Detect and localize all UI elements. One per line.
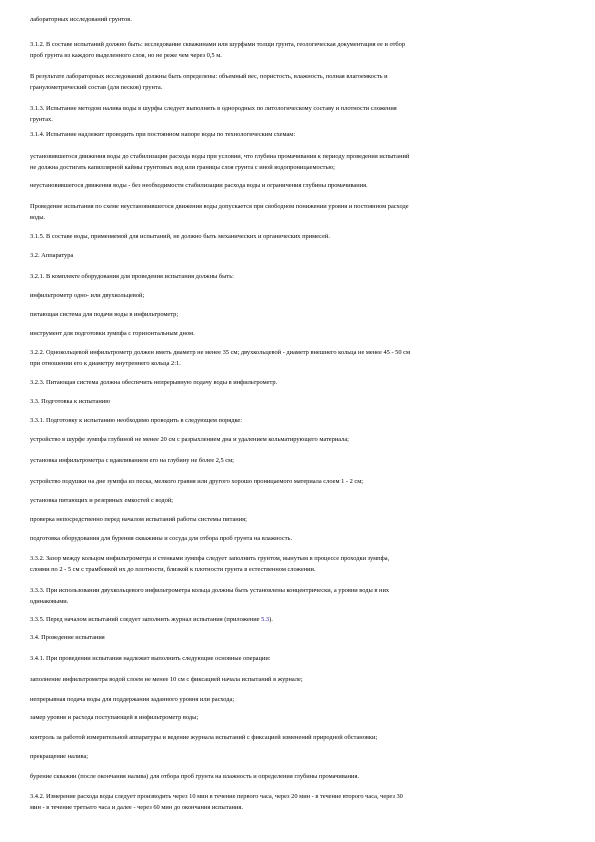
text-line: лабораторных исследований грунтов. (30, 16, 132, 23)
text-line: установившегося движения воды до стабилизации расхода воды при условии, что глубина промачивания к периоду проведения испытаний (30, 153, 410, 160)
text-line: 3.4.2. Измерение расхода воды следует производить через 10 мин в течение первого часа, через 20 мин - в течение второго часа, через 30 (30, 793, 403, 800)
text-line: одинаковыми. (30, 598, 69, 605)
text-line: слоями по 2 - 5 см с трамбовкой их до плотности, близкой к плотности грунта в естественном сложении. (30, 566, 316, 573)
appendix-link[interactable]: 5.3 (261, 616, 270, 623)
text-line: воды. (30, 214, 46, 221)
list-item: инфильтрометр одно- или двухкольцевой; (30, 292, 145, 299)
text-line: неустановившегося движения воды - без необходимости стабилизации расхода воды и ограничения глубины промачивания. (30, 182, 368, 189)
list-item: заполнение инфильтрометра водой слоем не менее 10 см с фиксацией начала испытаний в журнале; (30, 676, 303, 683)
section-heading: 3.3. Подготовка к испытанию (30, 398, 110, 405)
section-heading: 3.2. Аппаратура (30, 252, 74, 259)
text-line: 3.3.3. При использовании двухкольцевого инфильтрометра кольца должны быть установлены концентрически, а уровни воды в них (30, 587, 390, 594)
text-span: 3.3.5. Перед началом испытаний следует заполнить журнал испытания (приложение (30, 616, 262, 623)
text-line: 3.3.1. Подготовку к испытанию необходимо проводить в следующем порядке: (30, 417, 243, 424)
text-line: 3.1.2. В составе испытаний должно быть: исследование скважинами или шурфами толщи грунта, геологическая документация ее и отбор (30, 41, 406, 48)
text-line: Проведение испытания по схеме неустановившегося движения воды допускается при свободном понижении уровня и постоянном расходе (30, 203, 409, 210)
list-item: установка инфильтрометра с вдавливанием его на глубину не более 2,5 см; (30, 457, 234, 464)
text-line: мин - в течение третьего часа и далее - через 60 мин до окончания испытания. (30, 804, 243, 811)
text-line: 3.2.3. Питающая система должна обеспечить непрерывную подачу воды в инфильтрометр. (30, 379, 278, 386)
list-item: замер уровня и расхода поступающей в инфильтрометр воды; (30, 714, 199, 721)
list-item: контроль за работой измерительной аппаратуры и ведение журнала испытаний с фиксацией изменений природной обстановки; (30, 734, 378, 741)
section-heading: 3.4. Проведение испытания (30, 634, 105, 641)
text-line: 3.4.1. При проведении испытания надлежит выполнить следующие основные операции: (30, 655, 271, 662)
list-item: бурение скважин (после окончания налива) для отбора проб грунта на влажность и определения глубины промачивания. (30, 773, 359, 780)
text-span: ). (269, 616, 273, 623)
list-item: подготовка оборудования для бурения скважины и сосуда для отбора проб грунта на влажность. (30, 535, 293, 542)
text-line: проб грунта из каждого выделенного слоя, но не реже чем через 0,5 м. (30, 52, 222, 59)
list-item: питающая система для подачи воды в инфильтрометр; (30, 311, 179, 318)
text-line: 3.3.2. Зазор между кольцом инфильтрометра и стенками зумпфа следует заполнить грунтом, вынутым в процессе проходки зумпфа, (30, 555, 390, 562)
list-item: устройство подушки на дне зумпфа из песка, мелкого гравия или другого хорошо проницаемого материала слоем 1 - 2 см; (30, 478, 364, 485)
text-line: грунтах. (30, 116, 53, 123)
text-line: В результате лабораторных исследований должны быть определены: объемный вес, пористость, влажность, полная влагоемкость и (30, 73, 388, 80)
text-line: не должна достигать капиллярной каймы грунтовых вод или границы слоя грунта с иной водопроницаемостью; (30, 164, 335, 171)
text-line: 3.1.4. Испытание надлежит проводить при постоянном напоре воды по технологическим схемам: (30, 131, 296, 138)
text-line: гранулометрический состав (для песков) грунта. (30, 84, 163, 91)
list-item: инструмент для подготовки зумпфа с горизонтальным дном. (30, 330, 195, 337)
text-line: 3.1.3. Испытание методом налива воды в шурфы следует выполнять в однородных по литологическому составу и плотности сложения (30, 105, 397, 112)
list-item: непрерывная подача воды для поддержания заданного уровня или расхода; (30, 696, 235, 703)
text-line (30, 615, 568, 624)
text-line: 3.1.5. В составе воды, применяемой для испытаний, не должно быть механических и органических примесей. (30, 233, 330, 240)
text-line: 3.2.1. В комплекте оборудования для проведения испытания должны быть: (30, 273, 234, 280)
text-line: при отношении его к диаметру внутреннего кольца 2:1. (30, 360, 181, 367)
list-item: устройство в шурфе зумпфа глубиной не менее 20 см с разрыхлением дна и удалением кольматирующего материала; (30, 436, 349, 443)
list-item: проверка непосредственно перед началом испытаний работы системы питания; (30, 516, 247, 523)
list-item: прекращение налива; (30, 753, 89, 760)
list-item: установка питающих и резервных емкостей с водой; (30, 497, 174, 504)
text-line: 3.2.2. Однокольцевой инфильтрометр должен иметь диаметр не менее 35 см; двухкольцевой - диаметр внешнего кольца не менее 45 - 50 см (30, 349, 411, 356)
